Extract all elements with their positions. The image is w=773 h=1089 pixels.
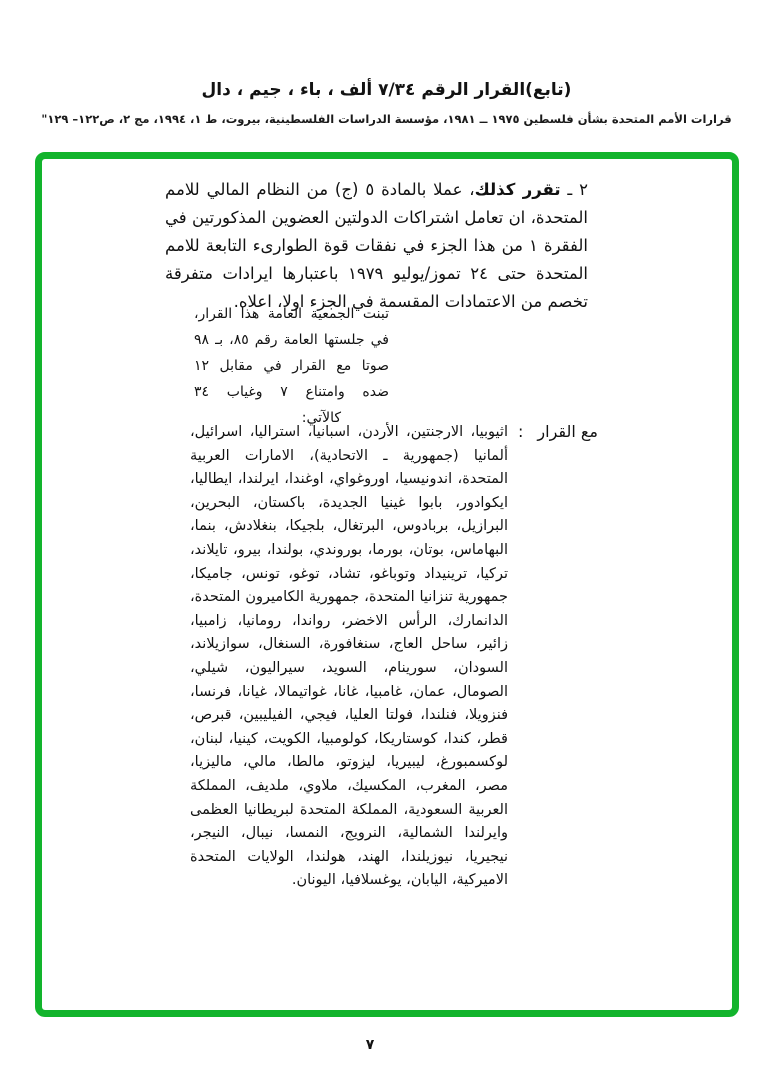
vote-summary-tail: كالآتي:: [301, 410, 341, 426]
paragraph-body-text: ، عملا بالمادة ٥ (ج) من النظام المالي للامم المتحدة، ان تعامل اشتراكات الدولتين العضوين المذكورتين في الفقرة ١ من هذا الجزء في نفقات قوة الطوارىء التابعة للامم المتحدة حتى ٢٤ تموز/يوليو ١٩٧٩ باعتبارها ايرادات متفرقة تخصم من الاعتمادات المقسمة في الجزء اولا، اعلاه.: [165, 180, 588, 311]
source-citation: قرارات الأمم المتحدة بشأن فلسطين ١٩٧٥ ــ ١٩٨١، مؤسسة الدراسات الفلسطينية، بيروت، ط ١، ١٩٩٤، مج ٢، ص١٢٢– ١٢٩": [41, 112, 732, 126]
operative-paragraph: [165, 176, 588, 316]
vote-summary-text: تبنت الجمعية العامة هذا القرار، في جلستها العامة رقم ٨٥، بـ ٩٨ صوتا مع القرار في مقابل ١٢ ضده وامتناع ٧ وغياب ٣٤: [194, 306, 389, 400]
in-favour-label-row: [518, 422, 598, 441]
paragraph-number: ٢ ـ: [560, 180, 588, 199]
page-number: ٧: [365, 1037, 375, 1053]
in-favour-colon: :: [518, 422, 524, 441]
in-favour-countries: اثيوبيا، الارجنتين، الأردن، اسبانيا، استراليا، اسرائيل، ألمانيا (جمهورية ـ الاتحادية)، الامارات العربية المتحدة، اندونيسيا، اوروغواي، اوغندا، ايرلندا، ايطاليا، ايكوادور، بابوا غينيا الجديدة، باكستان، البحرين، البرازيل، بربادوس، البرتغال، بلجيكا، بنغلادش، بنما، البهاماس، بوتان، بورما، بوروندي، بولندا، بيرو، تايلاند، تركيا، ترينيداد وتوباغو، تشاد، توغو، تونس، جاميكا، جمهورية تنزانيا المتحدة، جمهورية الكاميرون المتحدة، الدانمارك، الرأس الاخضر، رواندا، رومانيا، زامبيا، زائير، ساحل العاج، سنغافورة، السنغال، سوازيلاند، السودان، سورينام، السويد، سيراليون، شيلي، الصومال، عمان، غامبيا، غانا، غواتيمالا، غيانا، فرنسا، فنزويلا، فنلندا، فولتا العليا، فيجي، الفيليبين، قبرص، قطر، كندا، كوستاريكا، كولومبيا، الكويت، كينيا، لبنان، لوكسمبورغ، ليبيريا، ليزوتو، مالطا، مالي، ماليزيا، مصر، المغرب، المكسيك، ملاوي، ملديف، المملكة العربية السعودية، المملكة المتحدة لبريطانيا العظمى وايرلندا الشمالية، النرويج، النمسا، نيبال، النيجر، نيجيريا، نيوزيلندا، الهند، هولندا، الولايات المتحدة الاميركية، اليابان، يوغسلافيا، اليونان.: [190, 424, 508, 889]
vote-summary: [194, 301, 389, 431]
resolution-title: (تابع)القرار الرقم ٧/٣٤ ألف ، باء ، جيم ، دال: [201, 80, 572, 100]
in-favour-label: مع القرار: [537, 422, 598, 441]
decides-further-bold: تقرر كذلك: [474, 180, 561, 199]
